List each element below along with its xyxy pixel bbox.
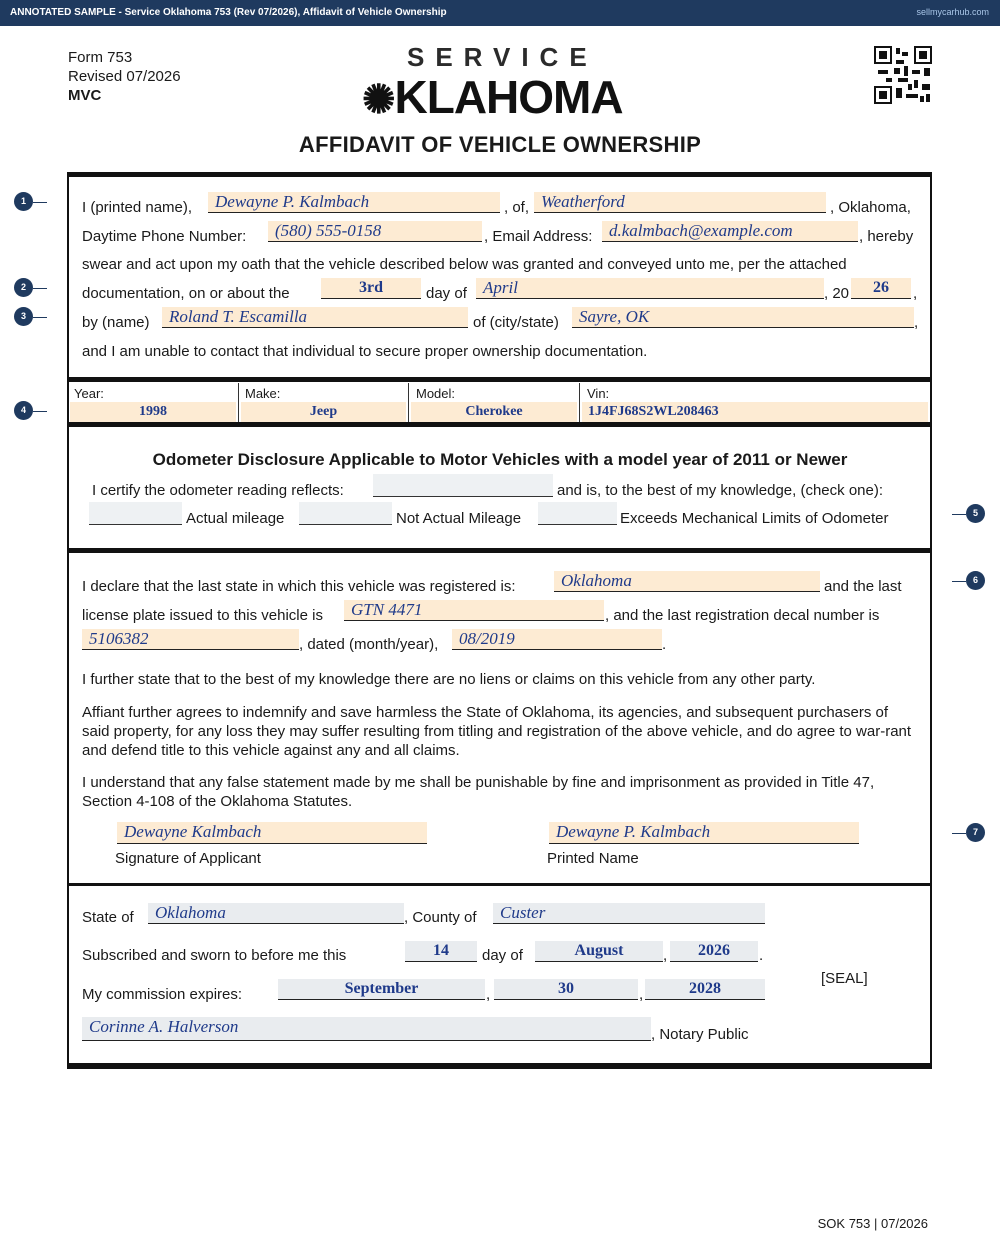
label-email: , Email Address: <box>484 228 593 245</box>
annotation-marker-3[interactable]: 3 <box>14 307 33 326</box>
notary-public-label: , Notary Public <box>651 1026 749 1043</box>
seal-label: [SEAL] <box>821 970 868 987</box>
annotation-marker-7[interactable]: 7 <box>966 823 985 842</box>
last-state-field[interactable]: Oklahoma <box>554 571 820 592</box>
rule-vehicle-top <box>67 377 932 382</box>
label-of: , of, <box>504 199 530 216</box>
printed-name-field[interactable]: Dewayne P. Kalmbach <box>208 192 500 213</box>
decal-number-field[interactable]: 5106382 <box>82 629 299 650</box>
label-county-of: , County of <box>404 909 477 926</box>
vehicle-make-field[interactable]: Jeep <box>241 402 406 422</box>
label-printed-name: I (printed name), <box>82 199 193 216</box>
annotation-marker-4[interactable]: 4 <box>14 401 33 420</box>
applicant-signature-field[interactable]: Dewayne Kalmbach <box>117 822 427 844</box>
oath-text: swear and act upon my oath that the vehicle described below was granted and conveyed unto me, per the attached <box>82 256 847 273</box>
month-field[interactable]: April <box>476 278 824 299</box>
rule-notary-top <box>67 883 932 886</box>
period: . <box>759 947 764 964</box>
annotation-marker-6[interactable]: 6 <box>966 571 985 590</box>
label-by-name: by (name) <box>82 314 150 331</box>
label-hereby: , hereby <box>859 228 914 245</box>
exceeds-limits-check[interactable] <box>538 502 617 525</box>
vehicle-make-label: Make: <box>245 386 281 401</box>
seller-name-field[interactable]: Roland T. Escamilla <box>162 307 468 328</box>
indemnify-statement: Affiant further agrees to indemnify and save harmless the State of Oklahoma, its agencies, and subsequent purchasers of said property, for any loss they may suffer resulting from titling and registration of the above vehicle, and do agree to war-rant and defend title to this vehicle against any and all claims. <box>82 704 912 759</box>
phone-field[interactable]: (580) 555-0158 <box>268 221 482 242</box>
odometer-title: Odometer Disclosure Applicable to Motor Vehicles with a model year of 2011 or Newer <box>152 450 848 469</box>
vehicle-model-label: Model: <box>416 386 456 401</box>
vehicle-divider <box>579 383 580 422</box>
marker-leader <box>33 317 47 318</box>
decal-date-field[interactable]: 08/2019 <box>452 629 662 650</box>
label-on-or-about: documentation, on or about the <box>82 285 290 302</box>
annotation-marker-2[interactable]: 2 <box>14 278 33 297</box>
liens-statement: I further state that to the best of my knowledge there are no liens or claims on this vehicle from any other party. <box>82 671 816 688</box>
year-field[interactable]: 26 <box>851 278 911 299</box>
logo-service: SERVICE <box>407 42 598 72</box>
footer-form-id: SOK 753 | 07/2026 <box>817 1216 928 1231</box>
label-day-of-notary: day of <box>482 947 523 964</box>
commission-month-field[interactable]: September <box>278 979 485 1000</box>
marker-leader <box>33 202 47 203</box>
comma: , <box>663 947 668 964</box>
annotation-marker-5[interactable]: 5 <box>966 504 985 523</box>
label-dated: , dated (month/year), <box>299 636 439 653</box>
actual-mileage-label: Actual mileage <box>186 510 285 527</box>
notary-month-field[interactable]: August <box>535 941 663 962</box>
logo-oklahoma <box>362 70 623 124</box>
period: . <box>662 636 667 653</box>
rule-top <box>67 172 932 177</box>
marker-leader <box>952 514 966 515</box>
vehicle-vin-label: Vin: <box>587 386 610 401</box>
label-last-state: I declare that the last state in which this vehicle was registered is: <box>82 578 516 595</box>
comma: , <box>914 314 919 331</box>
logo-oklahoma-text: KLAHOMA <box>394 71 623 123</box>
label-20: , 20 <box>824 285 850 302</box>
label-day-of: day of <box>426 285 467 302</box>
vehicle-year-label: Year: <box>74 386 104 401</box>
notary-state-field[interactable]: Oklahoma <box>148 903 404 924</box>
marker-leader <box>952 833 966 834</box>
label-commission-expires: My commission expires: <box>82 986 243 1003</box>
not-actual-mileage-check[interactable] <box>299 502 392 525</box>
marker-leader <box>33 411 47 412</box>
odometer-check-label: and is, to the best of my knowledge, (check one): <box>557 482 884 499</box>
notary-name-field[interactable]: Corinne A. Halverson <box>82 1017 651 1041</box>
banner-title: ANNOTATED SAMPLE - Service Oklahoma 753 (Rev 07/2026), Affidavit of Vehicle Ownership <box>10 7 447 18</box>
form-revision: Revised 07/2026 <box>68 68 181 85</box>
odometer-reading-field[interactable] <box>373 474 553 497</box>
label-oklahoma: , Oklahoma, <box>830 199 911 216</box>
false-statement-warning: I understand that any false statement made by me shall be punishable by fine and imprisonment as provided in Title 47, Section 4-108 of the Oklahoma Statutes. <box>82 774 875 810</box>
notary-day-field[interactable]: 14 <box>405 941 477 962</box>
exceeds-limits-label: Exceeds Mechanical Limits of Odometer <box>620 510 889 527</box>
day-field[interactable]: 3rd <box>321 278 421 299</box>
printed-name-label: Printed Name <box>547 850 639 867</box>
label-and-the-last: and the last <box>824 578 902 595</box>
signature-label: Signature of Applicant <box>115 850 261 867</box>
comma: , <box>486 986 491 1003</box>
notary-county-field[interactable]: Custer <box>493 903 765 924</box>
commission-day-field[interactable]: 30 <box>494 979 638 1000</box>
form-title: AFFIDAVIT OF VEHICLE OWNERSHIP <box>298 132 702 157</box>
rule-vehicle-bottom <box>67 422 932 427</box>
label-phone: Daytime Phone Number: <box>82 228 247 245</box>
odometer-certify-label: I certify the odometer reading reflects: <box>92 482 344 499</box>
rule-bottom <box>67 1063 932 1069</box>
notary-year-field[interactable]: 2026 <box>670 941 758 962</box>
commission-year-field[interactable]: 2028 <box>645 979 765 1000</box>
actual-mileage-check[interactable] <box>89 502 182 525</box>
city-field[interactable]: Weatherford <box>534 192 826 213</box>
vehicle-model-field[interactable]: Cherokee <box>411 402 577 422</box>
form-dept: MVC <box>68 87 102 104</box>
top-banner <box>0 0 1000 26</box>
marker-leader <box>33 288 47 289</box>
rule-odometer-bottom <box>67 548 932 553</box>
license-plate-field[interactable]: GTN 4471 <box>344 600 604 621</box>
not-actual-mileage-label: Not Actual Mileage <box>396 510 522 527</box>
email-field[interactable]: d.kalmbach@example.com <box>602 221 858 242</box>
marker-leader <box>952 581 966 582</box>
vehicle-vin-field[interactable]: 1J4FJ68S2WL208463 <box>582 402 928 422</box>
label-license-plate: license plate issued to this vehicle is <box>82 607 323 624</box>
seller-city-field[interactable]: Sayre, OK <box>572 307 914 328</box>
label-decal: , and the last registration decal number is <box>605 607 880 624</box>
form-identifier <box>68 48 181 105</box>
qr-code-icon <box>874 46 932 104</box>
label-subscribed: Subscribed and sworn to before me this <box>82 947 347 964</box>
comma: , <box>913 285 918 302</box>
comma: , <box>639 986 644 1003</box>
printed-name-signature-field[interactable]: Dewayne P. Kalmbach <box>549 822 859 844</box>
unable-contact-text: and I am unable to contact that individual to secure proper ownership documentation. <box>82 343 648 360</box>
banner-site-link[interactable]: sellmycarhub.com <box>916 7 989 17</box>
label-city-state: of (city/state) <box>473 314 559 331</box>
star-emblem-icon: ✺ <box>362 78 395 122</box>
label-state-of: State of <box>82 909 134 926</box>
vehicle-divider <box>408 383 409 422</box>
annotation-marker-1[interactable]: 1 <box>14 192 33 211</box>
vehicle-divider <box>238 383 239 422</box>
form-number: Form 753 <box>68 49 133 66</box>
vehicle-year-field[interactable]: 1998 <box>70 402 236 422</box>
